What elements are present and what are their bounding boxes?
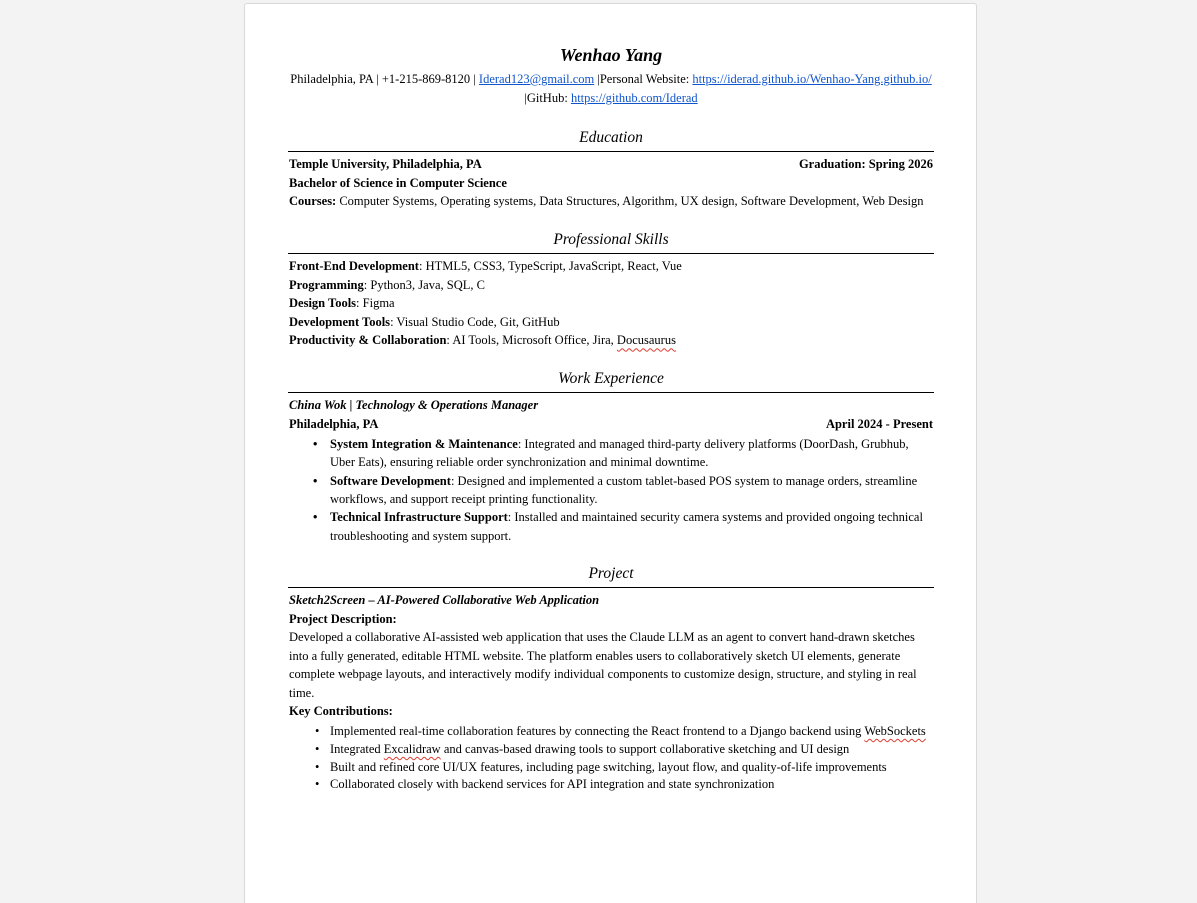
skill-line	[289, 313, 933, 332]
courses-line	[289, 192, 933, 211]
contributions-bullet-list	[289, 723, 933, 794]
personal-website-link[interactable]: https://iderad.github.io/Wenhao-Yang.github.io/	[692, 72, 932, 86]
skill-line	[289, 294, 933, 313]
section-divider	[288, 253, 934, 254]
misspelled-word: WebSockets	[864, 724, 926, 739]
experience-section	[289, 396, 933, 545]
experience-bullet	[289, 435, 933, 472]
project-description: Developed a collaborative AI-assisted web application that uses the Claude LLM as an agent to convert hand-drawn sketches into a fully generated, editable HTML website. The platform enables users to collaboratively sketch UI elements, generate complete webpage layouts, and interactively modify individual components to customize design, structure, and styling in real time.	[289, 630, 917, 700]
skill-label: Development Tools	[289, 314, 391, 329]
bullet-text: and canvas-based drawing tools to support collaborative sketching and UI design	[440, 741, 850, 756]
bullet-text: : Installed and maintained security camera systems and provided ongoing technical troubleshooting and system support.	[330, 510, 923, 543]
bullet-text: Implemented real-time collaboration features by connecting the React frontend to a Django backend using	[330, 724, 865, 739]
skill-value: : Visual Studio Code, Git, GitHub	[390, 314, 560, 329]
contribution-bullet	[289, 741, 933, 759]
project-description-label: Project Description:	[289, 611, 397, 626]
contact-info	[289, 70, 933, 107]
section-divider	[288, 151, 934, 152]
section-divider	[288, 392, 934, 393]
school-name: Temple University, Philadelphia, PA	[289, 157, 482, 172]
skill-label: Programming	[289, 277, 364, 292]
education-row	[289, 155, 933, 174]
skill-value: : AI Tools, Microsoft Office, Jira,	[446, 333, 617, 348]
bullet-text: Built and refined core UI/UX features, including page switching, layout flow, and quality-of-life improvements	[330, 759, 887, 774]
project-title: Sketch2Screen – AI-Powered Collaborative Web Application	[289, 592, 600, 607]
experience-bullet-list	[289, 435, 933, 545]
email-link[interactable]: Iderad123@gmail.com	[478, 72, 595, 86]
experience-bullet	[289, 472, 933, 509]
misspelled-word: Docusaurus	[616, 333, 676, 348]
resume-name: Wenhao Yang	[559, 45, 663, 65]
contact-location-phone: Philadelphia, PA | +1-215-869-8120 |	[290, 72, 479, 86]
misspelled-word: Excalidraw	[383, 741, 441, 756]
key-contributions-label: Key Contributions:	[289, 704, 393, 719]
skill-line	[289, 276, 933, 295]
degree: Bachelor of Science in Computer Science	[289, 175, 507, 190]
bullet-label: System Integration & Maintenance	[330, 437, 518, 452]
bullet-label: Technical Infrastructure Support	[330, 510, 508, 525]
skill-value: : Python3, Java, SQL, C	[363, 277, 485, 292]
skill-value: : HTML5, CSS3, TypeScript, JavaScript, React, Vue	[418, 258, 682, 273]
bullet-text: : Integrated and managed third-party delivery platforms (DoorDash, Grubhub, Uber Eats), ensuring reliable order synchronization and minimal downtime.	[330, 437, 909, 470]
section-divider	[288, 587, 934, 588]
skills-section	[289, 257, 933, 350]
skill-line	[289, 257, 933, 276]
experience-dates: April 2024 - Present	[825, 416, 933, 431]
github-link[interactable]: https://github.com/Iderad	[570, 90, 698, 105]
bullet-text: : Designed and implemented a custom tablet-based POS system to manage orders, streamline workflows, and support receipt printing functionality.	[330, 473, 918, 507]
project-heading: Project	[588, 564, 634, 582]
graduation-date: Graduation: Spring 2026	[798, 157, 933, 172]
skill-label: Design Tools	[289, 296, 357, 311]
bullet-label: Software Development	[330, 473, 451, 488]
skill-line	[289, 331, 933, 350]
contribution-bullet	[289, 723, 933, 741]
experience-location: Philadelphia, PA	[289, 416, 379, 431]
skill-value: : Figma	[356, 296, 395, 311]
contact-github-label: |GitHub:	[524, 90, 571, 105]
courses-label: Courses:	[289, 194, 337, 209]
courses-value: Computer Systems, Operating systems, Data Structures, Algorithm, UX design, Software Development, Web Design	[336, 194, 924, 209]
bullet-text: Collaborated closely with backend services for API integration and state synchronization	[330, 777, 775, 792]
skills-heading: Professional Skills	[553, 230, 669, 248]
experience-heading: Work Experience	[558, 369, 664, 387]
skill-label: Productivity & Collaboration	[289, 333, 447, 348]
company-title: China Wok | Technology & Operations Manager	[289, 397, 539, 412]
skill-label: Front-End Development	[289, 258, 419, 273]
education-section	[289, 155, 933, 211]
experience-bullet	[289, 508, 933, 545]
contribution-bullet	[289, 759, 933, 777]
education-heading: Education	[579, 129, 643, 147]
document-page	[244, 3, 977, 903]
experience-meta-row	[289, 415, 933, 434]
bullet-text: Integrated	[330, 741, 384, 756]
contribution-bullet	[289, 776, 933, 794]
contact-line-2	[289, 89, 933, 108]
contact-website-label: |Personal Website:	[594, 72, 693, 86]
contact-line-1	[289, 70, 933, 89]
